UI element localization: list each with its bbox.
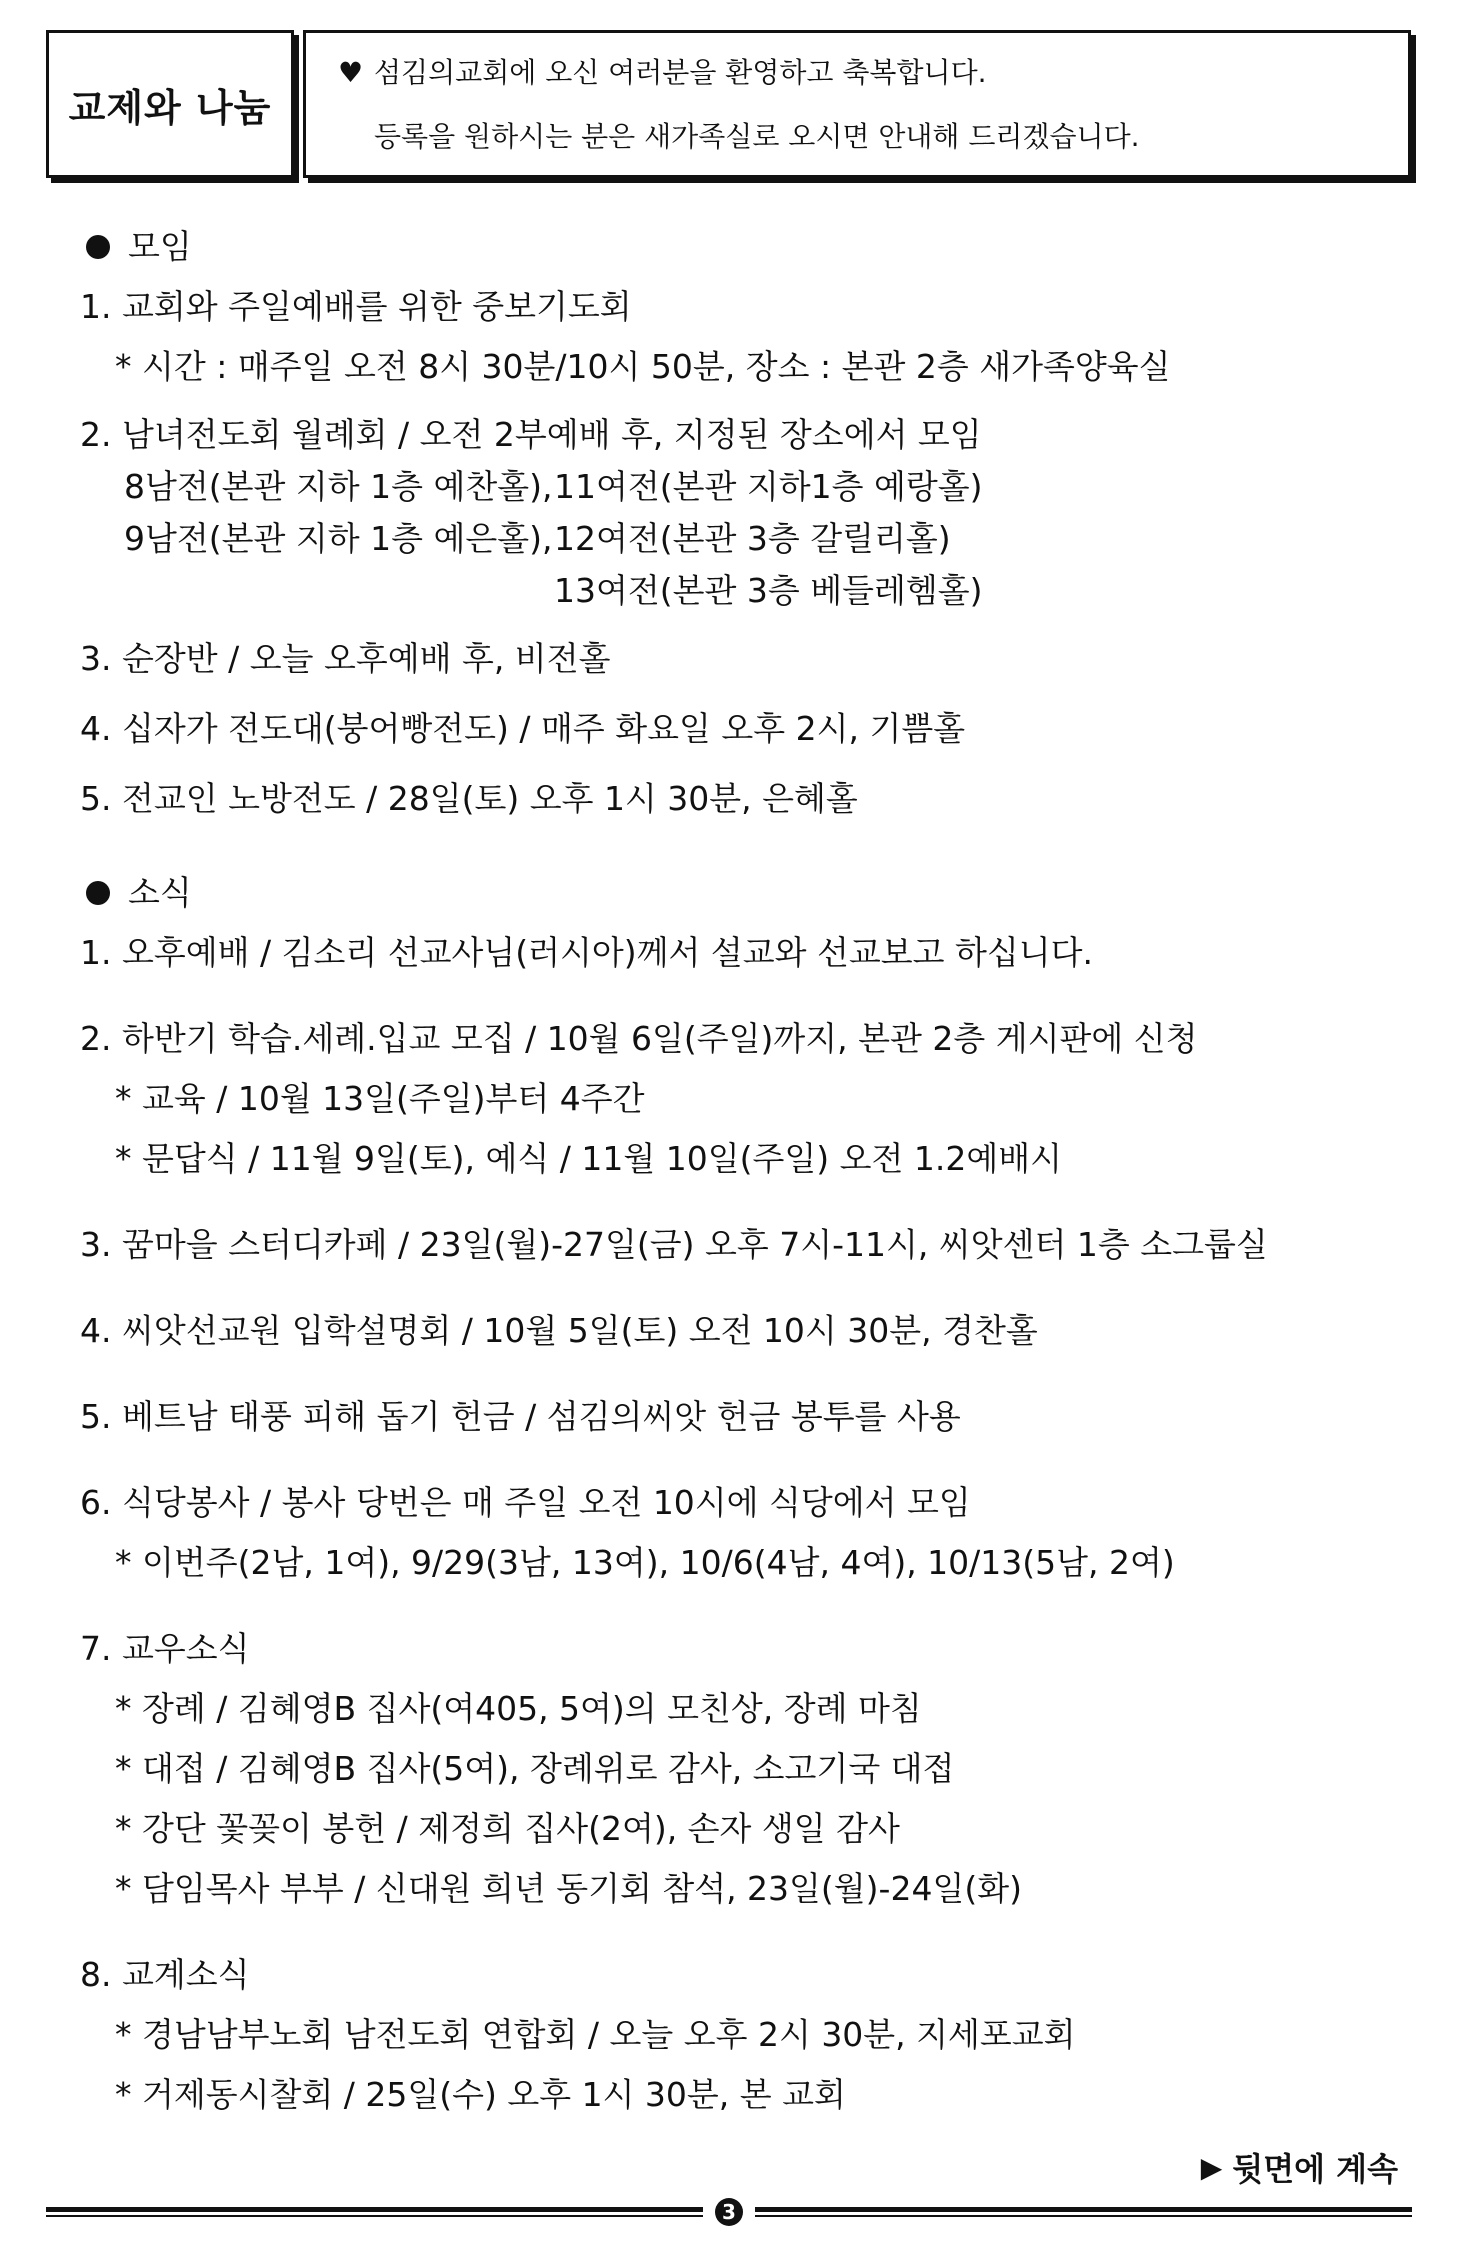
list-item: 5. 전교인 노방전도 / 28일(토) 오후 1시 30분, 은혜홀 [80,779,858,818]
list-item: 8. 교계소식 [80,1955,250,1994]
footer-rule [46,2200,1412,2224]
continue-note: ▶ 뒷면에 계속 [1200,2150,1398,2188]
list-item: 1. 교회와 주일예배를 위한 중보기도회 [80,287,632,326]
list-item: * 경남남부노회 남전도회 연합회 / 오늘 오후 2시 30분, 지세포교회 [94,2015,1076,2054]
list-item: * 강단 꽃꽂이 봉헌 / 제정희 집사(2여), 손자 생일 감사 [94,1809,900,1848]
news-heading: 소식 [80,870,1400,916]
section-title-box [46,30,294,178]
section-title: 교제와 나눔 [68,85,272,130]
list-item: 4. 씨앗선교원 입학설명회 / 10월 5일(토) 오전 10시 30분, 경찬홀 [80,1311,1038,1350]
list-item: 4. 십자가 전도대(붕어빵전도) / 매주 화요일 오후 2시, 기쁨홀 [80,709,966,748]
list-item: * 문답식 / 11월 9일(토), 예식 / 11월 10일(주일) 오전 1.2예배시 [94,1139,1062,1178]
list-item: * 담임목사 부부 / 신대원 희년 동기회 참석, 23일(월)-24일(화) [94,1869,1022,1908]
bullet-icon [86,881,110,905]
list-item: * 이번주(2남, 1여), 9/29(3남, 13여), 10/6(4남, 4여), 10/13(5남, 2여) [94,1543,1175,1582]
list-item: 7. 교우소식 [80,1629,250,1668]
welcome-line-1: ♥ 섬김의교회에 오신 여러분을 환영하고 축복합니다. [338,56,987,89]
list-item: * 장례 / 김혜영B 집사(여405, 5여)의 모친상, 장례 마침 [94,1689,922,1728]
list-item: 5. 베트남 태풍 피해 돕기 헌금 / 섬김의씨앗 헌금 봉투를 사용 [80,1397,961,1436]
list-item: 3. 꿈마을 스터디카페 / 23일(월)-27일(금) 오후 7시-11시, 씨앗센터 1층 소그룹실 [80,1225,1268,1264]
list-item: 6. 식당봉사 / 봉사 당번은 매 주일 오전 10시에 식당에서 모임 [80,1483,971,1522]
bullet-icon [86,235,110,259]
list-item: 2. 남녀전도회 월례회 / 오전 2부예배 후, 지정된 장소에서 모임 [80,415,982,454]
content [80,224,1400,2118]
list-item: * 대접 / 김혜영B 집사(5여), 장례위로 감사, 소고기국 대접 [94,1749,955,1788]
list-item: * 거제동시찰회 / 25일(수) 오후 1시 30분, 본 교회 [94,2075,846,2114]
list-item: 13여전(본관 3층 베들레헴홀) [554,571,983,610]
list-item: 3. 순장반 / 오늘 오후예배 후, 비전홀 [80,639,611,678]
meetings-heading: 모임 [80,224,1400,270]
list-item: 9남전(본관 지하 1층 예은홀), 12여전(본관 3층 갈릴리홀) [124,519,951,558]
list-item: 8남전(본관 지하 1층 예찬홀), 11여전(본관 지하1층 예랑홀) [124,467,983,506]
list-item: 1. 오후예배 / 김소리 선교사님(러시아)께서 설교와 선교보고 하십니다. [80,933,1093,972]
welcome-line-2: 등록을 원하시는 분은 새가족실로 오시면 안내해 드리겠습니다. [374,120,1140,153]
play-triangle-icon: ▶ [1200,2150,1223,2184]
welcome-box [303,30,1411,178]
list-item: * 교육 / 10월 13일(주일)부터 4주간 [94,1079,645,1118]
heart-icon: ♥ [338,56,364,89]
page-number: 3 [703,2198,755,2226]
list-item: * 시간 : 매주일 오전 8시 30분/10시 50분, 장소 : 본관 2층 새가족양육실 [94,347,1171,386]
list-item: 2. 하반기 학습.세례.입교 모집 / 10월 6일(주일)까지, 본관 2층 게시판에 신청 [80,1019,1198,1058]
